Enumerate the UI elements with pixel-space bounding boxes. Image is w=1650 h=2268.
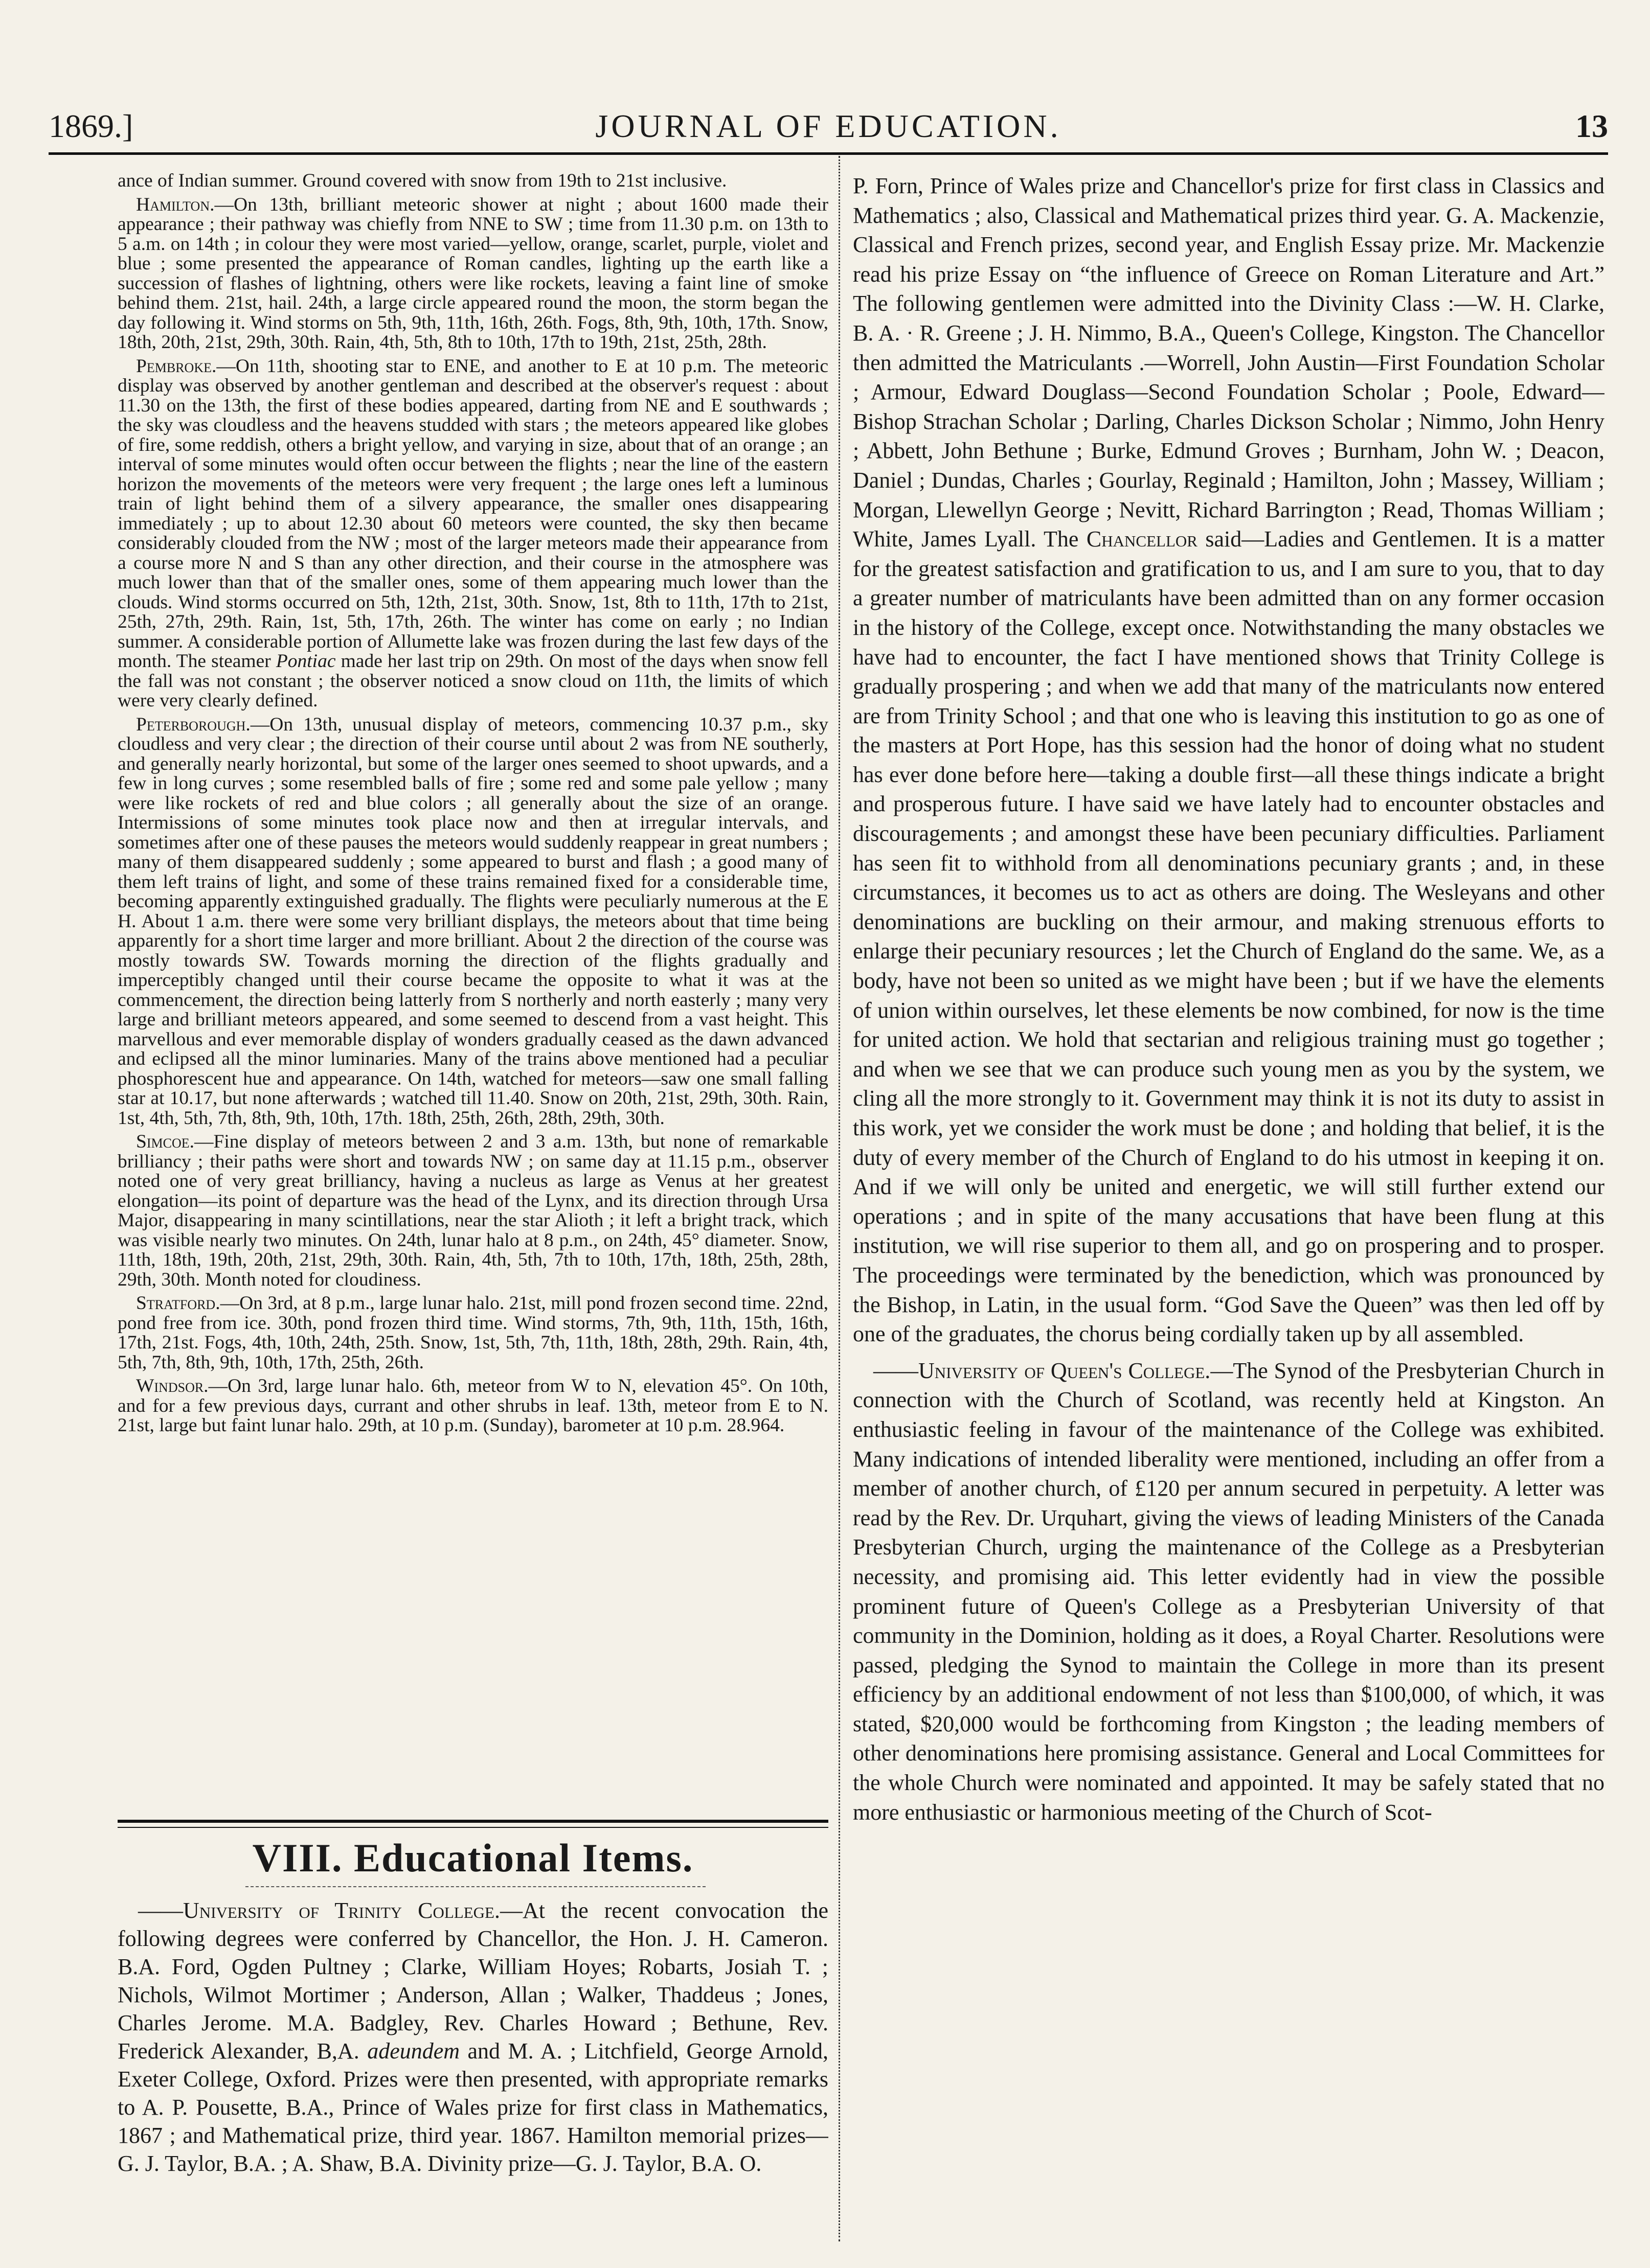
header-rule bbox=[49, 152, 1608, 155]
right-column bbox=[853, 171, 1604, 2247]
section-underline bbox=[245, 1886, 706, 1887]
column-divider bbox=[839, 156, 840, 2241]
report-peterborough: Peterborough.—On 13th, unusual display of meteors, commencing 10.37 p.m., sky cloudless and very clear ; the direction of their course until about 2 was from NE southerly, and generally nearly horizontal, but some of the larger ones seemed to shoot upwards, and a few in long curves ; some resembled balls of fire ; some red and some pale yellow ; many were like rockets of red and blue colors ; all generally about the size of an orange. Intermissions of some minutes took place now and then at irregular intervals, and sometimes after one of these pauses the meteors would suddenly reappear in great numbers ; many of them disappeared suddenly ; some appeared to burst and flash ; a good many of them left trains of light, and some of these trains remained fixed for a considerable time, becoming apparently extinguished gradually. The flights were peculiarly numerous at the E H. About 1 a.m. there were some very brilliant displays, the meteors about that time being apparently for a short time larger and more brilliant. About 2 the direction of the course was mostly towards SW. Towards morning the direction of the flights gradually and imperceptibly changed until their course became the opposite to what it was at the commencement, the direction being latterly from S northerly and north easterly ; many very large and brilliant meteors appeared, and some seemed to descend from a vast height. This marvellous and ever memorable display of wonders gradually ceased as the dawn advanced and eclipsed all the minor luminaries. Many of the trains above mentioned had a peculiar phosphorescent hue and appearance. On 14th, watched for meteors—saw one small falling star at 10.17, but none afterwards ; watched till 11.40. Snow on 20th, 21st, 29th, 30th. Rain, 1st, 4th, 5th, 7th, 8th, 9th, 10th, 17th. 18th, 25th, 26th, 28th, 29th, 30th. bbox=[118, 714, 828, 1129]
section-rule-thin bbox=[118, 1827, 828, 1828]
header-year: 1869.] bbox=[49, 108, 133, 144]
article-paragraph: ——University of Trinity College.—At the recent convocation the following degrees were conferred by Chancellor, the Hon. J. H. Cameron. B.A. Ford, Ogden Pultney ; Clarke, William Hoyes; Robarts, Josiah T. ; Nichols, Wilmot Mortimer ; Anderson, Allan ; Walker, Thaddeus ; Jones, Charles Jerome. M.A. Badgley, Rev. Charles Howard ; Bethune, Rev. Frederick Alexander, B,A. adeundem and M. A. ; Litchfield, George Arnold, Exeter College, Oxford. Prizes were then presented, with appropriate remarks to A. P. Pousette, B.A., Prince of Wales prize for first class in Mathematics, 1867 ; and Mathematical prize, third year. 1867. Hamilton memorial prizes—G. J. Taylor, B.A. ; A. Shaw, B.A. Divinity prize—G. J. Taylor, B.A. O. bbox=[118, 1898, 828, 2176]
report-stratford: Stratford.—On 3rd, at 8 p.m., large lunar halo. 21st, mill pond frozen second time. 22nd, pond free from ice. 30th, pond frozen third time. Wind storms, 7th, 9th, 11th, 15th, 16th, 17th, 21st. Fogs, 4th, 10th, 24th, 25th. Snow, 1st, 5th, 7th, 11th, 18th, 28th, 29th. Rain, 4th, 5th, 7th, 8th, 9th, 10th, 17th, 25th, 26th. bbox=[118, 1293, 828, 1373]
report-windsor: Windsor.—On 3rd, large lunar halo. 6th, meteor from W to N, elevation 45°. On 10th, and for a few previous days, currant and other shrubs in leaf. 13th, meteor from E to N. 21st, large but faint lunar halo. 29th, at 10 p.m. (Sunday), barometer at 10 p.m. 28.964. bbox=[118, 1376, 828, 1436]
section-title: VIII. Educational Items. bbox=[252, 1836, 694, 1880]
section-rule bbox=[118, 1820, 828, 1823]
page-number: 13 bbox=[1575, 108, 1608, 144]
queens-college-item: ——University of Queen's College.—The Synod of the Presbyterian Church in connection with the Church of Scotland, was recently held at Kingston. An enthusiastic feeling in favour of the maintenance of the College was exhibited. Many indications of intended liberality were mentioned, including an offer from a member of another church, of £120 per annum secured in perpetuity. A letter was read by the Rev. Dr. Urquhart, giving the views of leading Ministers of the Canada Presbyterian Church, urging the maintenance of the College as a Presbyterian necessity, and promising aid. This letter evidently had in view the possible prominent future of Queen's College as a Presbyterian University of that community in the Dominion, holding as it does, a Royal Charter. Resolutions were passed, pledging the Synod to maintain the College in more than its present efficiency by an additional endowment of not less than $100,000, of which, it was stated, $20,000 would be forthcoming from Kingston ; the leading members of other denominations here promising assistance. General and Local Committees for the whole Church were nominated and appointed. It may be safely stated that no more enthusiastic or harmonious meeting of the Church of Scot- bbox=[853, 1358, 1604, 1825]
report-simcoe: Simcoe.—Fine display of meteors between 2 and 3 a.m. 13th, but none of remarkable brilliancy ; their paths were short and towards NW ; on same day at 11.15 p.m., observer noted one of very great brilliancy, having a nucleus as large as Venus at her greatest elongation—its point of departure was the head of the Lynx, and its direction through Ursa Major, disappearing in many scintillations, near the star Alioth ; it left a bright track, which was visible nearly two minutes. On 24th, lunar halo at 8 p.m., on 24th, 45° diameter. Snow, 11th, 18th, 19th, 20th, 21st, 29th, 30th. Rain, 4th, 5th, 7th to 10th, 17th, 18th, 25th, 28th, 29th, 30th. Month noted for cloudiness. bbox=[118, 1131, 828, 1290]
article-paragraph: P. Forn, Prince of Wales prize and Chancellor's prize for first class in Classics and Mathematics ; also, Classical and Mathematical prizes third year. G. A. Mackenzie, Classical and French prizes, second year, and English Essay prize. Mr. Mackenzie read his prize Essay on “the influence of Greece on Roman Literature and Art.” The following gentlemen were admitted into the Divinity Class :—W. H. Clarke, B. A. · R. Greene ; J. H. Nimmo, B.A., Queen's College, Kingston. The Chancellor then admitted the Matriculants .—Worrell, John Austin—First Foundation Scholar ; Armour, Edward Douglass—Second Foundation Scholar ; Poole, Edward—Bishop Strachan Scholar ; Darling, Charles Dickson Scholar ; Nimmo, John Henry ; Abbett, John Bethune ; Burke, Edmund Groves ; Burnham, John W. ; Deacon, Daniel ; Dundas, Charles ; Gourlay, Reginald ; Hamilton, John ; Massey, William ; Morgan, Llewellyn George ; Nevitt, Richard Barrington ; Read, Thomas William ; White, James Lyall. The Chancellor said—Ladies and Gentlemen. It is a matter for the greatest satisfaction and gratification to us, and I am sure to you, that to day a greater number of matriculants have been admitted than on any former occasion in the history of the College, except once. Notwithstanding the many obstacles we have had to encounter, the fact I have mentioned shows that Trinity College is gradually prospering ; and when we add that many of the matriculants now entered are from Trinity School ; and that one who is leaving this institution to go as one of the masters at Port Hope, has this session had the honor of doing what no student has ever done before here—taking a double first—all these things indicate a bright and prosperous future. I have said we have lately had to encounter obstacles and discouragements ; and amongst these have been pecuniary difficulties. Parliament has seen fit to withhold from all denominations pecuniary grants ; and, in these circumstances, it becomes us to act as others are doing. The Wesleyans and other denominations are buckling on their armour, and making strenuous efforts to enlarge their pecuniary resources ; let the Church of England do the same. We, as a body, have not been so united as we might have been ; but if we have the elements of union within ourselves, let these elements be now combined, for now is the time for united action. We hold that sectarian and religious training must go together ; and when we see that we can produce such young men as you by the system, we cling all the more strongly to it. Government may think it is not its duty to assist in this work, yet we consider the work must be done ; and holding that belief, it is the duty of every member of the Church of England to do his utmost in keeping it on. And if we will only be united and energetic, we will still further extend our operations ; and in spite of the many accusations that have been flung at this institution, we will rise superior to them all, and go on prospering and to prosper. The proceedings were terminated by the benediction, which was pronounced by the Bishop, in Latin, in the usual form. “God Save the Queen” was then led off by one of the graduates, the chorus being cordially taken up by all assembled. bbox=[853, 173, 1604, 1347]
report-pembroke: Pembroke.—On 11th, shooting star to ENE, and another to E at 10 p.m. The meteoric display was observed by another gentleman and described at the observer's request : about 11.30 on the 13th, the first of these bodies appeared, darting from NE and E southwards ; the sky was cloudless and the heavens studded with stars ; the meteors appeared like globes of fire, some reddish, others a bright yellow, and varying in size, about that of an orange ; an interval of some minutes would often occur between the flights ; near the line of the eastern horizon the movements of the meteors were very frequent ; the large ones left a luminous train of light behind them of a silvery appearance, the smaller ones disappearing immediately ; up to about 12.30 about 60 meteors were counted, the sky then became considerably clouded from the NW ; most of the larger meteors made their appearance from a course more N and S than any other direction, and their course in the atmosphere was much lower than that of the smaller ones, some of them appearing much lower than the clouds. Wind storms occurred on 5th, 12th, 21st, 30th. Snow, 1st, 8th to 11th, 17th to 21st, 25th, 27th, 29th. Rain, 1st, 5th, 17th, 26th. The winter has come on early ; no Indian summer. A considerable portion of Allumette lake was frozen during the last few days of the month. The steamer Pontiac made her last trip on 29th. On most of the days when snow fell the fall was not constant ; the observer noticed a snow cloud on 11th, the limits of which were very clearly defined. bbox=[118, 355, 828, 711]
report-hamilton: Hamilton.—On 13th, brilliant meteoric shower at night ; about 1600 made their appearance ; their pathway was chiefly from NNE to SW ; time from 11.30 p.m. on 13th to 5 a.m. on 14th ; in colour they were most varied—yellow, orange, scarlet, purple, violet and blue ; some presented the appearance of Roman candles, lighting up the earth like a succession of flashes of lightning, others were like rockets, leaving a faint line of smoke behind them. 21st, hail. 24th, a large circle appeared round the moon, the storm began the day following it. Wind storms on 5th, 9th, 11th, 16th, 26th. Fogs, 8th, 9th, 10th, 17th. Snow, 18th, 20th, 21st, 29th, 30th. Rain, 4th, 5th, 8th to 10th, 17th to 19th, 21st, 25th, 28th. bbox=[118, 194, 828, 353]
meteorological-reports bbox=[118, 171, 828, 1807]
report-paragraph: ance of Indian summer. Ground covered with snow from 19th to 21st inclusive. bbox=[118, 171, 727, 191]
journal-title: JOURNAL OF EDUCATION. bbox=[595, 108, 1061, 144]
page-header bbox=[49, 107, 1608, 164]
trinity-college-item bbox=[118, 1896, 828, 2249]
